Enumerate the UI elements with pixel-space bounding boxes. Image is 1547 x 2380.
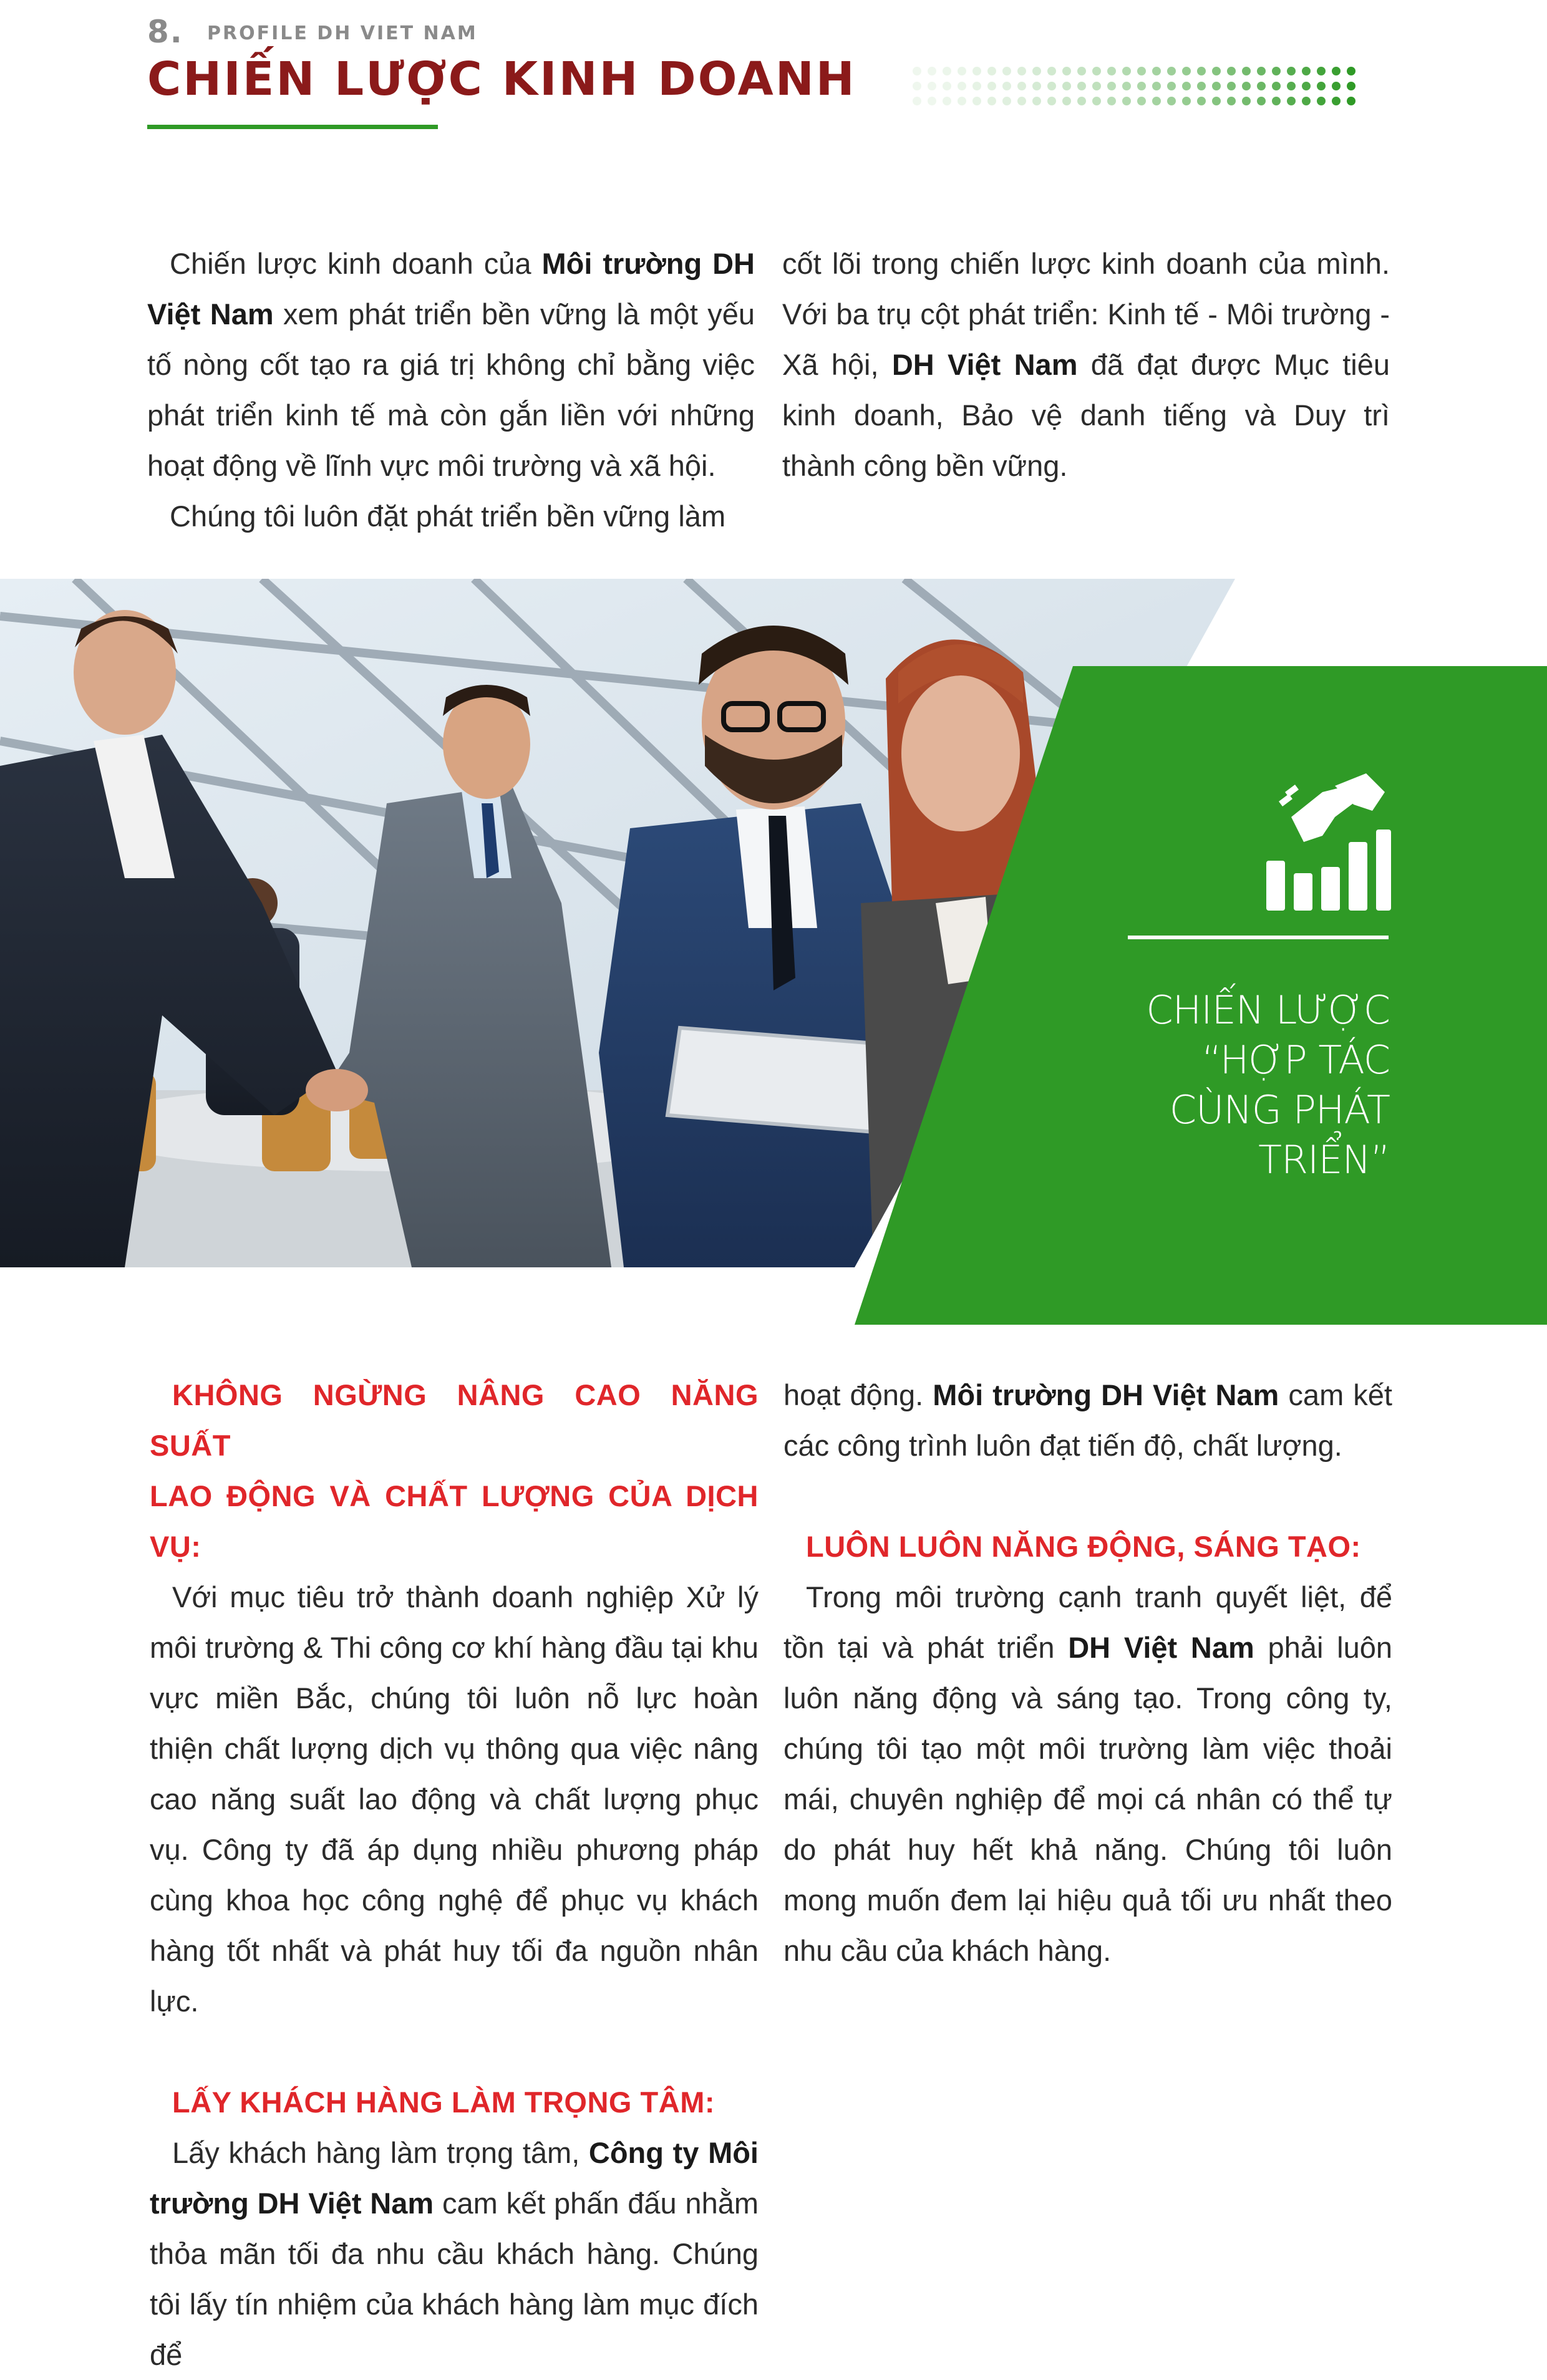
decorative-dot xyxy=(1227,67,1236,75)
decorative-dot xyxy=(1152,67,1161,75)
section-heading-productivity: KHÔNG NGỪNG NÂNG CAO NĂNG SUẤT xyxy=(150,1378,759,1462)
decorative-dot xyxy=(1122,97,1131,105)
decorative-dot xyxy=(1077,82,1086,90)
decorative-dot xyxy=(1047,67,1056,75)
decorative-dot xyxy=(1092,82,1101,90)
feature-divider xyxy=(1128,936,1389,939)
decorative-dot xyxy=(1182,97,1191,105)
company-name: Công ty Môi trường DH Việt Nam xyxy=(150,2136,759,2220)
decorative-dot xyxy=(1272,67,1281,75)
decorative-dot xyxy=(928,82,936,90)
decorative-dot xyxy=(1197,67,1206,75)
decorative-dot xyxy=(1182,67,1191,75)
decorative-dot xyxy=(1242,82,1251,90)
decorative-dot xyxy=(1317,82,1326,90)
decorative-dot xyxy=(958,82,966,90)
decorative-dot xyxy=(1332,97,1341,105)
decorative-dot xyxy=(1107,97,1116,105)
intro-paragraph-3: cốt lõi trong chiến lược kinh doanh của mình. Với ba trụ cột phát triển: Kinh tế - Môi trường - Xã hội, DH Việt Nam đã đạt được Mục tiêu kinh doanh, Bảo vệ danh tiếng và Duy trì thành công bền vững. xyxy=(782,247,1390,482)
decorative-dot xyxy=(1092,97,1101,105)
decorative-dot xyxy=(972,97,981,105)
intro-paragraph-2: Chúng tôi luôn đặt phát triển bền vững làm xyxy=(170,500,726,533)
lower-left-column xyxy=(150,1370,759,2380)
decorative-dot xyxy=(928,97,936,105)
decorative-dot xyxy=(1242,67,1251,75)
decorative-dot xyxy=(1257,82,1266,90)
page-title: CHIẾN LƯỢC KINH DOANH xyxy=(147,52,856,106)
decorative-dot xyxy=(913,82,921,90)
decorative-dot xyxy=(1347,82,1355,90)
decorative-dot xyxy=(987,82,996,90)
section-heading-customer: LẤY KHÁCH HÀNG LÀM TRỌNG TÂM: xyxy=(172,2086,715,2119)
decorative-dot xyxy=(1197,82,1206,90)
section-body-productivity: Với mục tiêu trở thành doanh nghiệp Xử lý môi trường & Thi công cơ khí hàng đầu tại khu vực miền Bắc, chúng tôi luôn nỗ lực hoàn thiện chất lượng dịch vụ thông qua việc nâng cao năng suất lao động và chất lượng phục vụ. Công ty đã áp dụng nhiều phương pháp cùng khoa học công nghệ để phục vụ khách hàng tốt nhất và phát huy tối đa nguồn nhân lực. xyxy=(150,1580,759,2018)
section-heading-productivity-line2: LAO ĐỘNG VÀ CHẤT LƯỢNG CỦA DỊCH VỤ: xyxy=(150,1479,759,1563)
decorative-dot xyxy=(913,97,921,105)
decorative-dot xyxy=(1077,67,1086,75)
decorative-dot xyxy=(987,67,996,75)
decorative-dot xyxy=(1302,97,1311,105)
decorative-dot xyxy=(943,82,951,90)
company-name: DH Việt Nam xyxy=(1068,1631,1254,1664)
decorative-dot-gradient xyxy=(909,62,1371,112)
decorative-dot xyxy=(1137,82,1146,90)
intro-paragraph-1: Chiến lược kinh doanh của Môi trường DH Việt Nam xem phát triển bền vững là một yếu tố nòng cốt tạo ra giá trị không chỉ bằng việc phát triển kinh tế mà còn gắn liền với những hoạt động về lĩnh vực môi trường và xã hội. xyxy=(147,247,755,482)
decorative-dot xyxy=(1047,82,1056,90)
decorative-dot xyxy=(1017,67,1026,75)
decorative-dot xyxy=(1347,67,1355,75)
decorative-dot xyxy=(1302,67,1311,75)
decorative-dot xyxy=(1212,67,1221,75)
decorative-dot xyxy=(1152,97,1161,105)
decorative-dot xyxy=(1032,97,1041,105)
decorative-dot xyxy=(1152,82,1161,90)
decorative-dot xyxy=(928,67,936,75)
lower-right-column xyxy=(783,1370,1392,1976)
decorative-dot xyxy=(1287,97,1296,105)
company-name: Môi trường DH Việt Nam xyxy=(147,247,755,331)
decorative-dot xyxy=(972,67,981,75)
decorative-dot xyxy=(1002,97,1011,105)
decorative-dot xyxy=(1257,97,1266,105)
decorative-dot xyxy=(1002,82,1011,90)
decorative-dot xyxy=(1332,67,1341,75)
decorative-dot xyxy=(1047,97,1056,105)
decorative-dot xyxy=(1062,97,1071,105)
handshake-growth-chart-icon xyxy=(1266,773,1391,917)
decorative-dot xyxy=(1302,82,1311,90)
title-underline xyxy=(147,125,438,129)
decorative-dot xyxy=(1167,97,1176,105)
decorative-dot xyxy=(958,67,966,75)
decorative-dot xyxy=(1317,67,1326,75)
decorative-dot xyxy=(1332,82,1341,90)
decorative-dot xyxy=(1017,97,1026,105)
intro-right-column xyxy=(782,238,1390,491)
decorative-dot xyxy=(1062,82,1071,90)
company-name: DH Việt Nam xyxy=(891,348,1078,381)
decorative-dot xyxy=(1002,67,1011,75)
business-meeting-photo xyxy=(0,579,1547,1325)
feature-title: CHIẾN LƯỢC “HỢP TÁC CÙNG PHÁT TRIỂN” xyxy=(1146,987,1390,1183)
section-body-creativity: Trong môi trường cạnh tranh quyết liệt, để tồn tại và phát triển DH Việt Nam phải luôn luôn năng động và sáng tạo. Trong công ty, chúng tôi tạo một môi trường làm việc thoải mái, chuyên nghiệp để mọi cá nhân có thể tự do phát huy hết khả năng. Chúng tôi luôn mong muốn đem lại hiệu quả tối ưu nhất theo nhu cầu của khách hàng. xyxy=(783,1580,1392,1967)
decorative-dot xyxy=(1017,82,1026,90)
decorative-dot xyxy=(1242,97,1251,105)
decorative-dot xyxy=(1137,97,1146,105)
decorative-dot xyxy=(1137,67,1146,75)
decorative-dot xyxy=(1092,67,1101,75)
decorative-dot xyxy=(1107,67,1116,75)
decorative-dot xyxy=(1227,97,1236,105)
decorative-dot xyxy=(1032,82,1041,90)
decorative-dot xyxy=(1122,67,1131,75)
decorative-dot xyxy=(1167,67,1176,75)
decorative-dot xyxy=(1317,97,1326,105)
company-name: Môi trường DH Việt Nam xyxy=(933,1378,1279,1411)
decorative-dot xyxy=(1122,82,1131,90)
section-body-customer-continued: hoạt động. Môi trường DH Việt Nam cam kết các công trình luôn đạt tiến độ, chất lượng. xyxy=(783,1378,1392,1462)
decorative-dot xyxy=(913,67,921,75)
decorative-dot xyxy=(1107,82,1116,90)
decorative-dot xyxy=(1167,82,1176,90)
decorative-dot xyxy=(943,97,951,105)
section-body-customer: Lấy khách hàng làm trọng tâm, Công ty Môi trường DH Việt Nam cam kết phấn đấu nhằm thỏa mãn tối đa nhu cầu khách hàng. Chúng tôi lấy tín nhiệm của khách hàng làm mục đích để xyxy=(150,2136,759,2371)
decorative-dot xyxy=(1257,67,1266,75)
decorative-dot xyxy=(1212,82,1221,90)
decorative-dot xyxy=(972,82,981,90)
page-kicker: PROFILE DH VIET NAM xyxy=(207,22,478,44)
decorative-dot xyxy=(1182,82,1191,90)
decorative-dot xyxy=(1227,82,1236,90)
decorative-dot xyxy=(1062,67,1071,75)
decorative-dot xyxy=(1212,97,1221,105)
decorative-dot xyxy=(1197,97,1206,105)
section-heading-creativity: LUÔN LUÔN NĂNG ĐỘNG, SÁNG TẠO: xyxy=(806,1530,1361,1563)
decorative-dot xyxy=(1272,82,1281,90)
decorative-dot xyxy=(1077,97,1086,105)
decorative-dot xyxy=(1347,97,1355,105)
decorative-dot xyxy=(1032,67,1041,75)
page-number: 8. xyxy=(147,14,183,50)
decorative-dot xyxy=(1287,67,1296,75)
decorative-dot xyxy=(987,97,996,105)
decorative-dot xyxy=(1287,82,1296,90)
decorative-dot xyxy=(943,67,951,75)
intro-left-column xyxy=(147,238,755,541)
decorative-dot xyxy=(958,97,966,105)
decorative-dot xyxy=(1272,97,1281,105)
